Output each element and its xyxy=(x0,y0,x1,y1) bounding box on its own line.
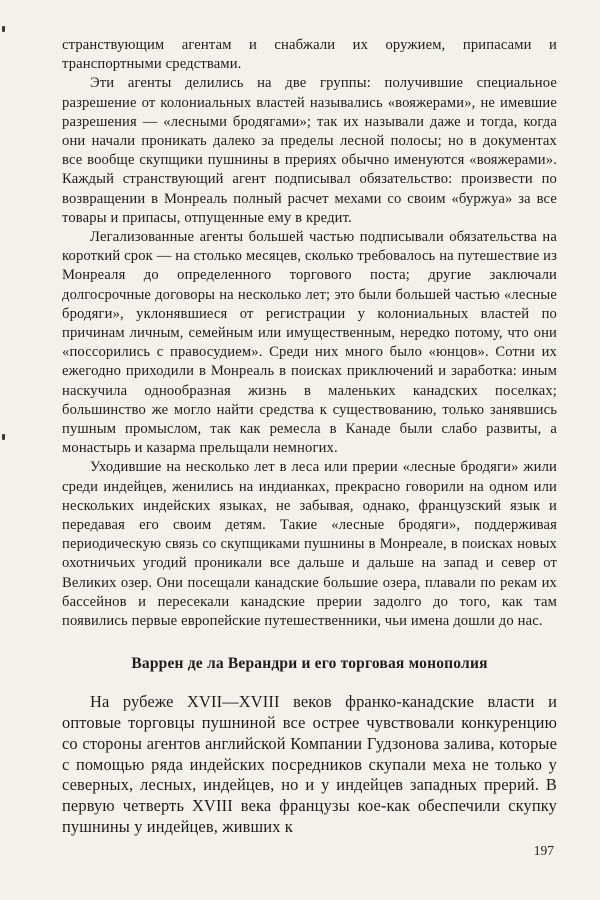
section-heading: Варрен де ла Верандри и его торговая монополия xyxy=(131,655,488,673)
page-number: 197 xyxy=(533,843,554,858)
paragraph-legalized-agents: Легализованные агенты большей частью подписывали обязательства на короткий срок — на столько месяцев, сколько требовалось на путешествие из Монреаля до определенного торгового поста; другие заключали долгосрочные договоры на несколько лет; это были большей частью «лесные бродяги», уклонявшиеся от регистрации у колониальных властей по причинам личным, семейным или имущественным, нередко потому, что они «поссорились с правосудием». Среди них много было «юнцов». Сотни их ежегодно приходили в Монреаль в поисках приключений и заработка: иным наскучила однообразная жизнь в маленьких канадских поселках; большинство же могло найти средства к существованию, только занявшись пушным промыслом, так как ремесла в Канаде были слабо развиты, а монастырь и казарма прельщали немногих. xyxy=(62,229,557,457)
scan-edge-mark-top xyxy=(2,26,5,32)
paragraph-agent-groups: Эти агенты делились на две группы: получившие специальное разрешение от колониальных властей назывались «вояжерами», не имевшие разрешения — «лесными бродягами»; так их называли даже и тогда, когда они начали проникать далеко за пределы лесной полосы; но в документах все вообще скупщики пушнины в прериях обычно именуются «вояжерами». Каждый странствующий агент подписывал обязательство: произвести по возвращении в Монреаль полный расчет мехами со своим «буржуа» за все товары и припасы, отпущенные ему в кредит. xyxy=(62,75,557,226)
scan-edge-mark-middle xyxy=(2,434,5,440)
paragraph-continuation: странствующим агентам и снабжали их оружием, припасами и транспортными средствами. xyxy=(62,37,557,73)
paragraph-section-opening: На рубеже XVII—XVIII веков франко-канадские власти и оптовые торговцы пушниной все острее чувствовали конкуренцию со стороны агентов английской Компании Гудзонова залива, которые с помощью ряда индейских посредников скупали меха не только у северных, лесных, индейцев, но и у индейцев западных прерий. В первую четверть XVIII века французы кое-как обеспечили скупку пушнины у индейцев, живших к xyxy=(62,692,557,837)
body-text xyxy=(62,36,557,838)
paragraph-forest-rovers: Уходившие на несколько лет в леса или прерии «лесные бродяги» жили среди индейцев, женились на индианках, прекрасно говорили на одном или нескольких индейских языках, не забывая, однако, французский язык и передавая его своим детям. Такие «лесные бродяги», поддерживая периодическую связь со скупщиками пушнины в Монреале, в поисках новых охотничьих угодий проникали все дальше и дальше на запад и север от Великих озер. Они посещали канадские большие озера, плавали по рекам их бассейнов и пересекали канадские прерии задолго до того, как там появились первые европейские путешественники, чьи имена дошли до нас. xyxy=(62,459,557,630)
